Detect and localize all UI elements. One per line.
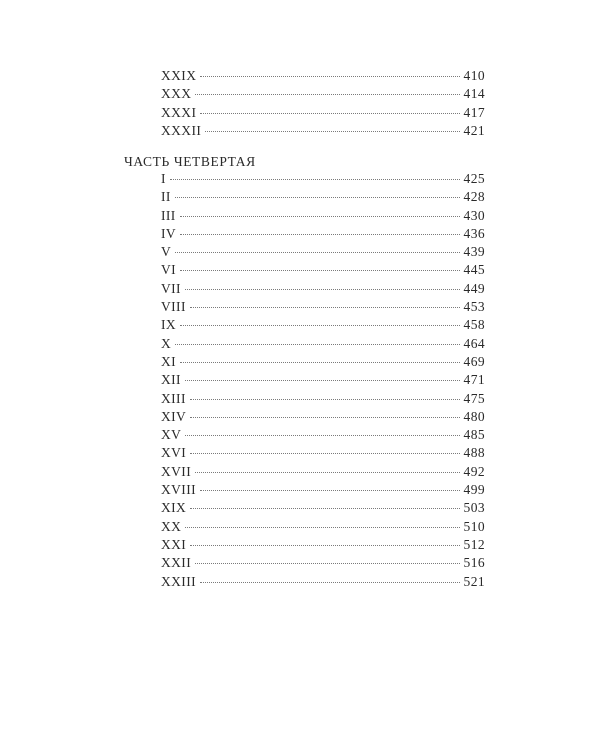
toc-entry-page-number: 499 xyxy=(463,482,485,498)
toc-entry-chapter: XVIII xyxy=(161,482,196,498)
toc-entry-page-number: 471 xyxy=(463,372,485,388)
toc-entry xyxy=(161,299,485,317)
toc-entry-chapter: XX xyxy=(161,518,182,534)
part-four-toc-list xyxy=(161,171,485,592)
dot-leader xyxy=(175,252,459,253)
dot-leader xyxy=(190,453,459,454)
toc-entry-chapter: XXXI xyxy=(161,104,197,120)
toc-entry-chapter: XVI xyxy=(161,445,187,461)
toc-entry-chapter: IV xyxy=(161,225,177,241)
toc-entry-page-number: 425 xyxy=(463,171,485,186)
toc-entry xyxy=(161,226,485,244)
toc-entry-page-number: 421 xyxy=(463,122,485,138)
toc-entry-page-number: 480 xyxy=(463,408,485,424)
toc-entry xyxy=(161,171,485,189)
toc-entry-page-number: 464 xyxy=(463,335,485,351)
toc-entry xyxy=(161,555,485,573)
toc-entry-page-number: 428 xyxy=(463,189,485,205)
toc-entry xyxy=(161,445,485,463)
dot-leader xyxy=(180,216,460,217)
toc-entry-chapter: XV xyxy=(161,427,182,443)
toc-entry-chapter: VII xyxy=(161,280,181,296)
toc-entry-page-number: 417 xyxy=(463,104,485,120)
dot-leader xyxy=(185,527,459,528)
toc-entry-chapter: VIII xyxy=(161,299,186,315)
toc-entry-chapter: X xyxy=(161,335,172,351)
toc-entry xyxy=(161,574,485,592)
toc-entry xyxy=(161,105,485,123)
toc-entry-page-number: 475 xyxy=(463,390,485,406)
toc-entry-page-number: 512 xyxy=(463,536,485,552)
dot-leader xyxy=(180,270,460,271)
toc-entry-page-number: 469 xyxy=(463,353,485,369)
toc-entry-chapter: XVII xyxy=(161,463,192,479)
toc-entry xyxy=(161,427,485,445)
toc-entry xyxy=(161,189,485,207)
dot-leader xyxy=(170,179,460,180)
toc-entry-chapter: XIX xyxy=(161,500,187,516)
toc-entry-chapter: XXX xyxy=(161,86,192,102)
toc-entry-page-number: 453 xyxy=(463,299,485,315)
dot-leader xyxy=(200,76,459,77)
toc-entry xyxy=(161,68,485,86)
toc-entry-chapter: IX xyxy=(161,317,177,333)
toc-entry-page-number: 436 xyxy=(463,225,485,241)
toc-entry xyxy=(161,262,485,280)
toc-entry-chapter: XXIX xyxy=(161,68,197,83)
toc-entry-chapter: XXIII xyxy=(161,573,196,589)
toc-entry-page-number: 521 xyxy=(463,573,485,589)
toc-entry xyxy=(161,354,485,372)
toc-entry xyxy=(161,409,485,427)
dot-leader xyxy=(195,94,459,95)
toc-entry-page-number: 445 xyxy=(463,262,485,278)
toc-entry-page-number: 516 xyxy=(463,555,485,571)
toc-entry-chapter: VI xyxy=(161,262,177,278)
dot-leader xyxy=(190,417,459,418)
dot-leader xyxy=(195,563,459,564)
toc-entry-page-number: 410 xyxy=(463,68,485,83)
toc-entry-chapter: XXXII xyxy=(161,122,202,138)
part-four-heading: ЧАСТЬ ЧЕТВЕРТАЯ xyxy=(124,154,256,169)
toc-entry xyxy=(161,500,485,518)
toc-entry-chapter: II xyxy=(161,189,171,205)
toc-entry xyxy=(161,281,485,299)
toc-entry xyxy=(161,208,485,226)
dot-leader xyxy=(175,197,460,198)
toc-entry-page-number: 458 xyxy=(463,317,485,333)
dot-leader xyxy=(175,344,459,345)
toc-entry-page-number: 510 xyxy=(463,518,485,534)
dot-leader xyxy=(205,131,459,132)
toc-entry xyxy=(161,336,485,354)
dot-leader xyxy=(180,325,460,326)
toc-entry-chapter: XIII xyxy=(161,390,186,406)
toc-entry-chapter: I xyxy=(161,171,166,186)
dot-leader xyxy=(200,490,460,491)
dot-leader xyxy=(195,472,459,473)
toc-entry-page-number: 488 xyxy=(463,445,485,461)
toc-entry xyxy=(161,86,485,104)
dot-leader xyxy=(190,399,460,400)
toc-entry xyxy=(161,123,485,141)
toc-entry-page-number: 492 xyxy=(463,463,485,479)
dot-leader xyxy=(200,582,460,583)
toc-entry-chapter: XIV xyxy=(161,408,187,424)
toc-entry xyxy=(161,482,485,500)
dot-leader xyxy=(185,380,460,381)
dot-leader xyxy=(190,545,459,546)
toc-entry-page-number: 439 xyxy=(463,244,485,260)
toc-entry xyxy=(161,244,485,262)
toc-entry xyxy=(161,464,485,482)
toc-entry-chapter: III xyxy=(161,207,176,223)
toc-entry-page-number: 503 xyxy=(463,500,485,516)
dot-leader xyxy=(200,113,459,114)
toc-entry-chapter: XXII xyxy=(161,555,192,571)
toc-entry-chapter: XI xyxy=(161,353,177,369)
toc-continued-list xyxy=(161,68,485,141)
toc-entry-page-number: 485 xyxy=(463,427,485,443)
toc-entry-page-number: 449 xyxy=(463,280,485,296)
toc-entry xyxy=(161,317,485,335)
toc-entry xyxy=(161,519,485,537)
toc-entry-page-number: 430 xyxy=(463,207,485,223)
dot-leader xyxy=(180,234,460,235)
dot-leader xyxy=(190,508,459,509)
toc-entry-page-number: 414 xyxy=(463,86,485,102)
toc-entry xyxy=(161,537,485,555)
dot-leader xyxy=(180,362,460,363)
toc-entry-chapter: V xyxy=(161,244,172,260)
dot-leader xyxy=(185,435,459,436)
toc-entry-chapter: XXI xyxy=(161,536,187,552)
toc-entry xyxy=(161,391,485,409)
toc-entry xyxy=(161,372,485,390)
dot-leader xyxy=(190,307,460,308)
dot-leader xyxy=(185,289,460,290)
toc-entry-chapter: XII xyxy=(161,372,181,388)
